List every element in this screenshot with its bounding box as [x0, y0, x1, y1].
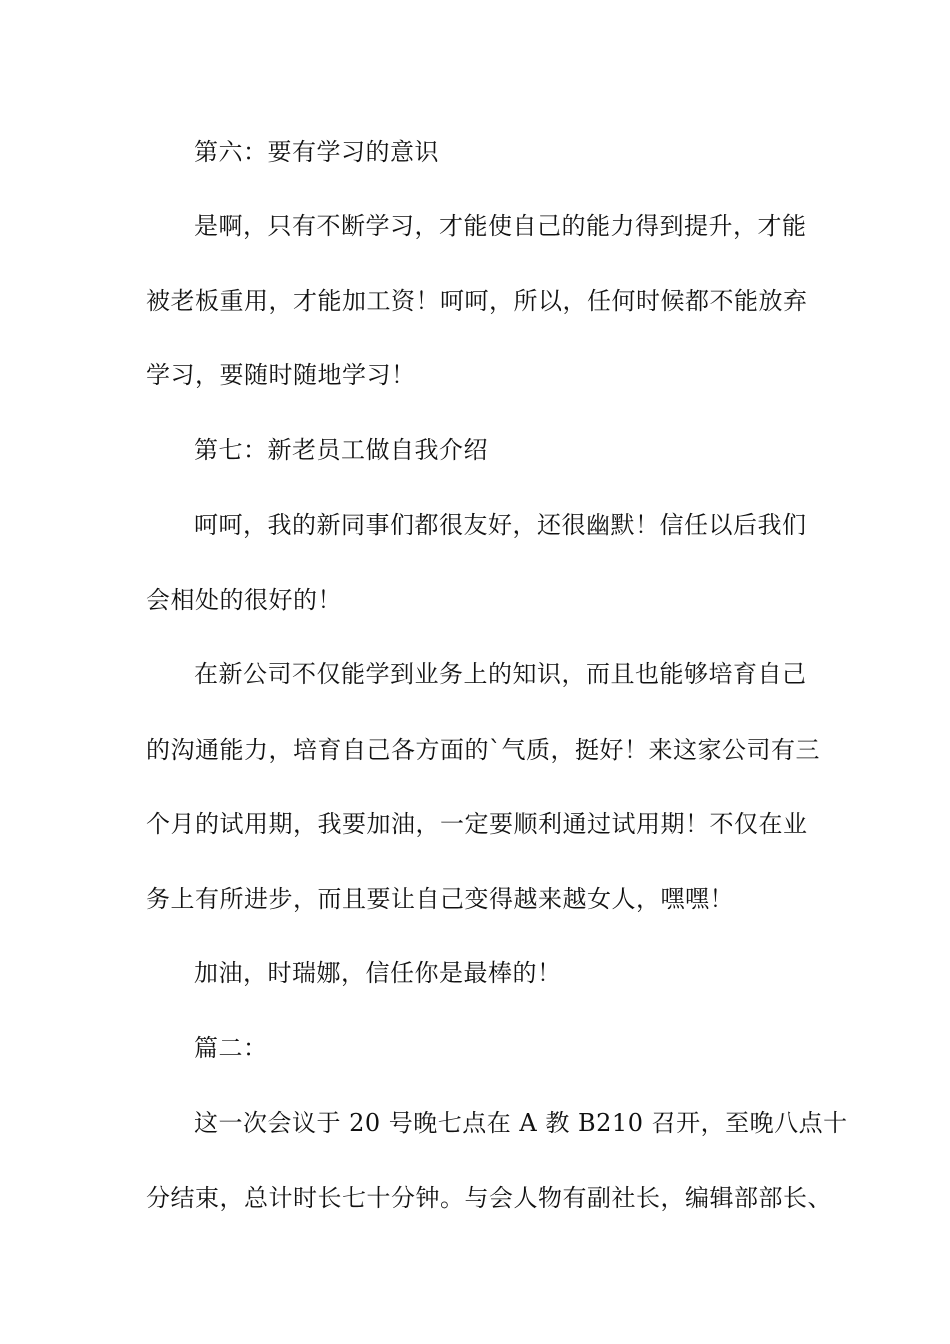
heading-sixth: 第六：要有学习的意识 [194, 138, 439, 166]
paragraph-line: 在新公司不仅能学到业务上的知识，而且也能够培育自己 [194, 660, 807, 688]
paragraph-line: 分结束，总计时长七十分钟。与会人物有副社长，编辑部部长、 [146, 1184, 832, 1212]
paragraph-line: 的沟通能力，培育自己各方面的`气质，挺好！来这家公司有三 [146, 736, 820, 764]
paragraph-line: 个月的试用期，我要加油，一定要顺利通过试用期！不仅在业 [146, 810, 808, 838]
paragraph-line: 会相处的很好的！ [146, 586, 342, 614]
paragraph-line: 这一次会议于 20 号晚七点在 A 教 B210 召开，至晚八点十 [194, 1109, 848, 1137]
heading-seventh: 第七：新老员工做自我介绍 [194, 436, 488, 464]
paragraph-line: 是啊，只有不断学习，才能使自己的能力得到提升，才能 [194, 212, 807, 240]
paragraph-line: 加油，时瑞娜，信任你是最棒的！ [194, 959, 562, 987]
paragraph-line: 呵呵，我的新同事们都很友好，还很幽默！信任以后我们 [194, 511, 807, 539]
paragraph-line: 务上有所进步，而且要让自己变得越来越女人，嘿嘿！ [146, 885, 734, 913]
paragraph-line: 被老板重用，才能加工资！呵呵，所以，任何时候都不能放弃 [146, 287, 808, 315]
paragraph-line: 学习，要随时随地学习！ [146, 361, 416, 389]
section-heading-part-two: 篇二： [194, 1034, 268, 1062]
